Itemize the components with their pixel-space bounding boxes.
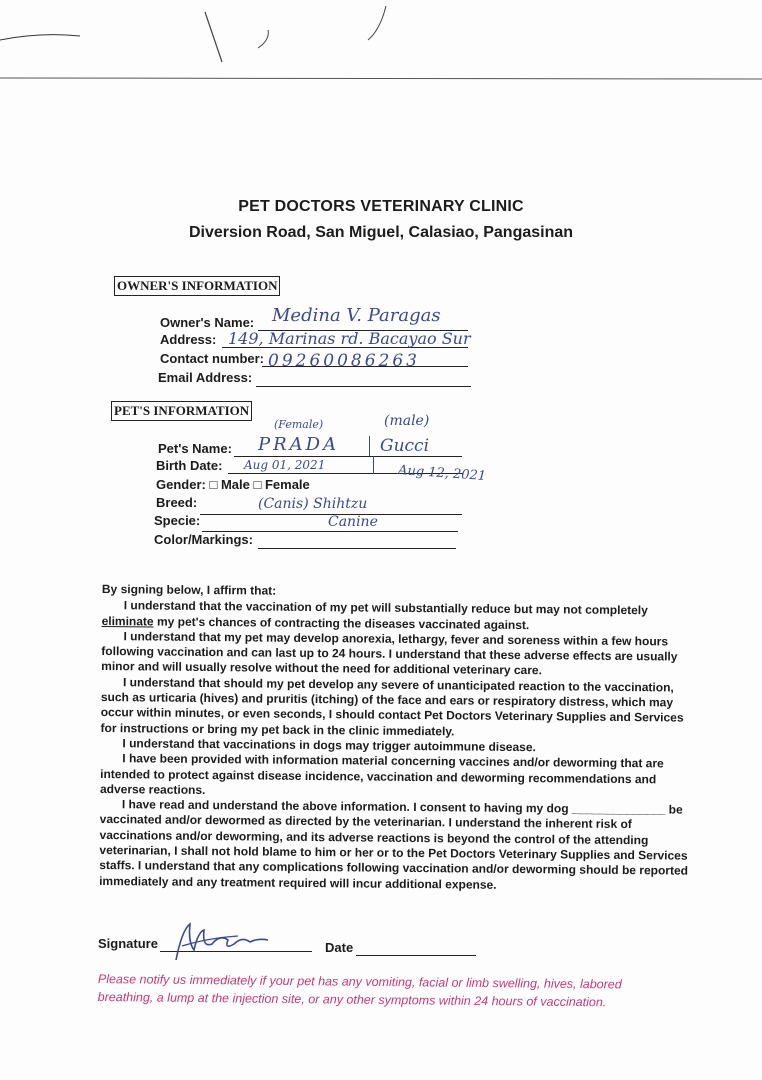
consent-p1-text-a: I understand that the vaccination of my pet will substantially reduce but may not completely bbox=[123, 598, 648, 618]
pet-birth-label: Birth Date: bbox=[156, 458, 223, 473]
date-line bbox=[356, 955, 476, 956]
gender-female-checkbox[interactable]: □ bbox=[253, 477, 262, 492]
pet-gender-row bbox=[156, 477, 310, 492]
date-label: Date bbox=[325, 940, 354, 955]
consent-intro: By signing below, I affirm that: bbox=[101, 582, 277, 598]
pet-specie-label: Specie: bbox=[154, 513, 201, 528]
pet-name-line bbox=[234, 456, 462, 457]
pet-gender-label: Gender: bbox=[156, 477, 206, 492]
consent-p6-text-a: I have read and understand the above information. I consent to having my dog bbox=[121, 797, 572, 816]
owner-address-value[interactable]: 149, Marinas rd. Bacayao Sur bbox=[228, 329, 471, 348]
consent-block bbox=[99, 582, 694, 895]
consent-paragraph-4: I understand that vaccinations in dogs may trigger autoimmune disease. bbox=[122, 736, 536, 755]
owner-contact-value[interactable]: 09260086263 bbox=[268, 351, 420, 371]
footer-note: Please notify us immediately if your pet has any vomiting, facial or limb swelling, hives, labored breathing, a lump at the injection site, or any other symptoms within 24 hours of vaccination. bbox=[97, 971, 622, 1010]
scan-artifact-strokes bbox=[0, 0, 762, 110]
pet-color-line bbox=[258, 548, 456, 549]
pet-name-value-2[interactable]: Gucci bbox=[380, 436, 430, 456]
owner-address-label: Address: bbox=[160, 332, 217, 347]
dog-name-blank[interactable]: ______________ bbox=[571, 801, 666, 817]
gender-female-label: Female bbox=[264, 477, 310, 492]
handwritten-signature[interactable] bbox=[168, 920, 278, 964]
pet-color-label: Color/Markings: bbox=[154, 532, 253, 547]
owner-email-line bbox=[256, 386, 471, 387]
consent-paragraph-5: I have been provided with information material concerning vaccines and/or deworming that are intended to protect against disease incidence, vaccination and deworming recommendations and adverse reactions. bbox=[99, 751, 664, 797]
pet-note-female: (Female) bbox=[274, 418, 324, 431]
owner-email-label: Email Address: bbox=[158, 370, 253, 385]
pet-note-male: (male) bbox=[384, 413, 430, 429]
gender-male-checkbox[interactable]: □ bbox=[209, 477, 218, 492]
pet-name-label: Pet's Name: bbox=[158, 441, 232, 456]
pet-name-divider bbox=[369, 436, 370, 456]
consent-paragraph-3: I understand that should my pet develop any severe of unanticipated reaction to the vaccination, such as urticaria (hives) and pruritis (itching) of the face and ears or respiratory distress, which may occur within minutes, or even seconds, I should contact Pet Doctors Veterinary Supplies and Services for instructions or bring my pet back in the clinic immediately. bbox=[100, 674, 684, 739]
pet-birth-value-1[interactable]: Aug 01, 2021 bbox=[244, 458, 326, 472]
clinic-address: Diversion Road, San Miguel, Calasiao, Pangasinan bbox=[188, 224, 574, 241]
consent-p1-text-b: my pet's chances of contracting the diseases vaccinated against. bbox=[153, 614, 530, 632]
consent-paragraph-6 bbox=[99, 797, 692, 894]
pet-section-title: PET'S INFORMATION bbox=[111, 401, 252, 421]
owner-name-value[interactable]: Medina V. Paragas bbox=[272, 305, 441, 326]
pet-specie-value[interactable]: Canine bbox=[328, 514, 378, 530]
pet-birth-value-2[interactable]: Aug 12, 2021 bbox=[397, 462, 487, 485]
pet-breed-label: Breed: bbox=[156, 495, 198, 510]
owner-name-label: Owner's Name: bbox=[160, 315, 255, 330]
consent-p1-underlined: eliminate bbox=[101, 613, 154, 629]
signature-label: Signature bbox=[98, 936, 158, 951]
gender-male-label: Male bbox=[220, 477, 250, 492]
clinic-name: PET DOCTORS VETERINARY CLINIC bbox=[238, 198, 524, 215]
owner-section-title: OWNER'S INFORMATION bbox=[114, 276, 280, 296]
owner-contact-label: Contact number: bbox=[160, 351, 264, 366]
consent-p6-text-b: be vaccinated and/or dewormed as directed by the veterinarian. I understand the inherent risk of vaccinations and/or deworming, and its adverse reactions is beyond the control of the attending veterinarian, I shall not hold blame to him or her or to the Pet Doctors Veterinary Supplies and Services staffs. I understand that any complications following vaccination and/or deworming should be reported immediately and any treatment required will incur additional expense. bbox=[99, 802, 689, 892]
pet-breed-value[interactable]: (Canis) Shihtzu bbox=[258, 496, 368, 512]
pet-birth-divider bbox=[373, 456, 374, 474]
consent-paragraph-2: I understand that my pet may develop anorexia, lethargy, fever and soreness within a few hours following vaccination and can last up to 24 hours. I understand that these adverse effects are usually minor and will usually resolve without the need for additional veterinary care. bbox=[101, 629, 678, 678]
pet-name-value-1[interactable]: PRADA bbox=[258, 434, 340, 455]
